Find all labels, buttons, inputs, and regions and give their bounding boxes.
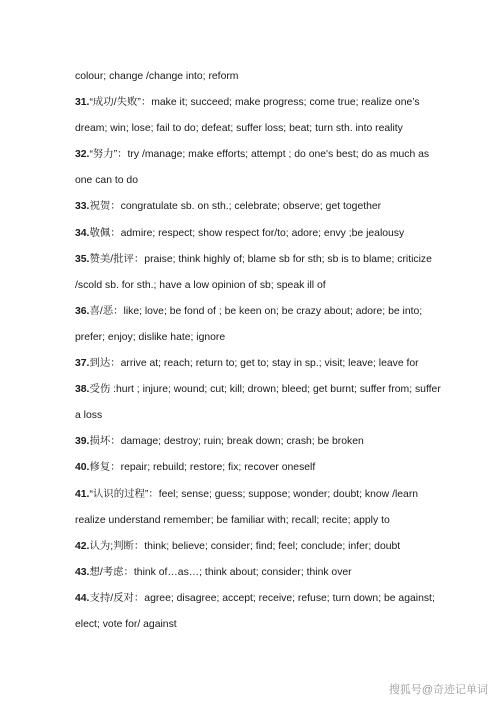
text-line (75, 534, 435, 560)
line-text: prefer; enjoy; dislike hate; ignore (75, 331, 226, 343)
line-text: 损坏：damage; destroy; ruin; break down; crash; be broken (89, 436, 364, 448)
item-number: 41. (75, 488, 90, 500)
item-number: 42. (75, 540, 90, 552)
item-number: 44. (75, 592, 90, 604)
line-text: 敬佩：admire; respect; show respect for/to; adore; envy ;be jealousy (89, 227, 405, 239)
line-text: “成功/失败”：make it; succeed; make progress; come true; realize one’s (89, 97, 420, 109)
text-line (75, 194, 435, 220)
line-text: 想/考虑：think of…as…; think about; consider; think over (89, 566, 352, 578)
text-line (75, 325, 435, 351)
text-line (75, 429, 435, 455)
text-line (75, 273, 435, 299)
text-line (75, 377, 441, 403)
line-text: 到达：arrive at; reach; return to; get to; stay in sp.; visit; leave; leave for (89, 358, 419, 370)
item-number: 35. (75, 253, 90, 265)
text-line (75, 351, 435, 377)
item-number: 36. (75, 305, 90, 317)
line-text: 赞美/批评：praise; think highly of; blame sb for sth; sb is to blame; criticize (89, 253, 432, 265)
watermark: 搜狐号@奇迹记单词 (388, 684, 488, 696)
line-text: “努力”：try /manage; make efforts; attempt ; do one's best; do as much as (89, 149, 430, 161)
text-line (75, 299, 435, 325)
text-line (75, 116, 435, 142)
line-text: 修复：repair; rebuild; restore; fix; recover oneself (89, 462, 316, 474)
item-number: 33. (75, 201, 90, 213)
text-line (75, 221, 435, 247)
item-number: 31. (75, 97, 90, 109)
line-text: 喜/恶：like; love; be fond of ; be keen on; be crazy about; adore; be into; (89, 305, 423, 317)
text-line (75, 90, 435, 116)
item-number: 39. (75, 436, 90, 448)
line-text: realize understand remember; be familiar with; recall; recite; apply to (75, 514, 390, 526)
item-number: 43. (75, 566, 90, 578)
text-line (75, 403, 435, 429)
text-line (75, 247, 435, 273)
text-line (75, 508, 435, 534)
item-number: 38. (75, 384, 90, 396)
text-line (75, 612, 435, 638)
line-text: 祝贺：congratulate sb. on sth.; celebrate; observe; get together (89, 201, 382, 213)
text-line (75, 142, 435, 168)
text-line (75, 560, 435, 586)
item-number: 40. (75, 462, 90, 474)
line-text: a loss (75, 410, 103, 422)
item-number: 32. (75, 149, 90, 161)
line-text: 受伤 :hurt ; injure; wound; cut; kill; drown; bleed; get burnt; suffer from; suffer (89, 384, 441, 396)
text-line (75, 586, 435, 612)
line-text: one can to do (75, 175, 138, 187)
line-text: /scold sb. for sth.; have a low opinion of sb; speak ill of (75, 279, 326, 291)
text-line (75, 168, 435, 194)
line-text: elect; vote for/ against (75, 618, 177, 630)
line-text: 支持/反对：agree; disagree; accept; receive; refuse; turn down; be against; (89, 592, 435, 604)
text-line (75, 482, 435, 508)
document-body (75, 64, 441, 638)
item-number: 34. (75, 227, 90, 239)
text-line (75, 64, 435, 90)
line-text: colour; change /change into; reform (75, 71, 239, 82)
text-line (75, 455, 435, 481)
item-number: 37. (75, 358, 90, 370)
line-text: dream; win; lose; fail to do; defeat; suffer loss; beat; turn sth. into reality (75, 123, 403, 135)
line-text: 认为;判断：think; believe; consider; find; feel; conclude; infer; doubt (89, 540, 401, 552)
line-text: “认识的过程”：feel; sense; guess; suppose; wonder; doubt; know /learn (89, 488, 419, 500)
